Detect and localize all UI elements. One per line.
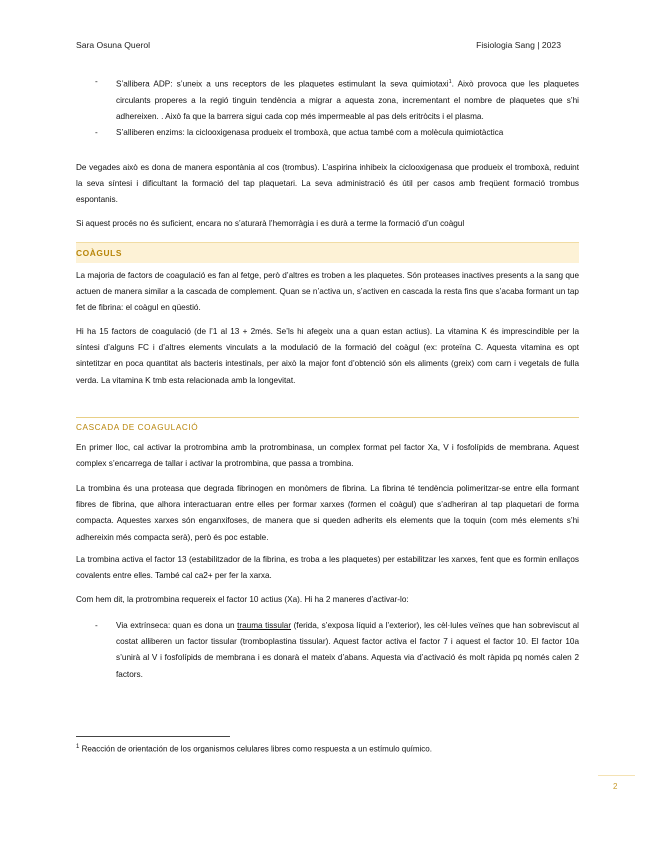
bullet-text: S’allibera ADP: s’uneix a uns receptors de les plaquetes estimulant la seva quimiotaxi bbox=[116, 79, 449, 89]
page-number: 2 bbox=[613, 782, 618, 791]
paragraph-aspirin: De vegades això es dona de manera espontània al cos (trombus). L’aspirina inhibeix la ciclooxigenasa que produeix el tromboxà, reduint la seva síntesi i dificultant la formació del tap plaquetari. La seva administració és útil per casos amb freqüent formació trombus espontanis. bbox=[76, 163, 579, 205]
footnote-mark: 1 bbox=[76, 744, 80, 750]
paragraph-hemorrhage: Si aquest procés no és suficient, encara no s’aturarà l’hemorràgia i es durà a terme la formació d’un coàgul bbox=[76, 219, 465, 228]
bullet-text: S’alliberen enzims: la ciclooxigenasa produeix el tromboxà, que actua també com a molècula quimiotàctica bbox=[116, 128, 504, 138]
paragraph-clotting-factors: La majoria de factors de coagulació es fan al fetge, però d’altres es troben a les plaquetes. Són proteases inactives presents a la sang que actuen de manera similar a la cascada de complement. Quan se n’activa un, s’activen en cascada la resta fins que s’acaba formant un tap fet de fibrina: el coàgul en qüestió. bbox=[76, 271, 579, 313]
section-heading: COÀGULS bbox=[76, 248, 123, 258]
top-bullet-list bbox=[76, 74, 579, 142]
bullet-text-tail: . Això provoca que les plaquetes circulants properes a la regió tinguin tendència a migrar a aquesta zona, incrementant el nombre de plaquetes que s’hi adhereixen. . Això fa que la barrera sigui cada cop més impermeable al pas dels eritròcits i el plasma. bbox=[116, 79, 579, 122]
bullet-dash: - bbox=[95, 77, 98, 86]
list-item bbox=[76, 125, 579, 141]
section-heading-box bbox=[76, 242, 579, 263]
paragraph-factor-13: La trombina activa el factor 13 (estabilitzador de la fibrina, es troba a les plaquetes) per estabilitzar les xarxes, fent que es formin enllaços covalents entre elles. També cal ca2+ per fer la xarxa. bbox=[76, 555, 579, 581]
bullet-dash: - bbox=[95, 621, 98, 630]
bullet-text-tail: (ferida, s’exposa líquid a l’exterior), les cèl·lules veïnes que han sobreviscut al costat alliberen un factor tissular (tromboplastina tissular). Aquest factor activa el factor 7 i aquest el factor 10. El factor 10a s’unirà al V i fosfolípids de membrana i es donarà el mateix d’abans. Aquesta via d’activació és molt ràpida pq només calen 2 factors. bbox=[116, 621, 579, 679]
bottom-bullet-list bbox=[76, 618, 579, 683]
list-item bbox=[76, 618, 579, 683]
underlined-term: trauma tissular bbox=[237, 621, 292, 630]
page-number-rule bbox=[598, 775, 635, 776]
footnote-separator bbox=[76, 736, 230, 737]
footnote bbox=[76, 744, 432, 754]
header-author: Sara Osuna Querol bbox=[76, 40, 151, 50]
section-divider bbox=[76, 417, 579, 418]
paragraph-thrombin: La trombina és una proteasa que degrada fibrinogen en monòmers de fibrina. La fibrina té tendència polimeritzar-se entre ella formant fibres de fibrina, que alhora interactuaran entre elles per formar xarxes (formen el coàgul) que s’adheriran al tap plaquetari de forma compacta. Aquestes xarxes són enganxifoses, de manera que si queden adherits els elements que la toquin (com més elements s’hi adhereixin més compacta serà), però és poc estable. bbox=[76, 484, 579, 542]
footnote-text: Reacción de orientación de los organismos celulares libres como respuesta a un estímulo químico. bbox=[81, 744, 432, 754]
paragraph-factor-10: Com hem dit, la protrombina requereix el factor 10 actius (Xa). Hi ha 2 maneres d’activar-lo: bbox=[76, 595, 409, 604]
header-course: Fisiologia Sang | 2023 bbox=[476, 40, 561, 50]
paragraph-vitamin-k: Hi ha 15 factors de coagulació (de l’1 al 13 + 2més. Se’ls hi afegeix una a quan estan actius). La vitamina K és imprescindible per la síntesi d’alguns FC i d’altres elements vinculats a la modulació de la formació del coàgul (ex: proteïna C. Aquesta vitamina es opt sintetitzar en poca quantitat als bacteris intestinals, per això la major font d’obtenció són els aliments (greix) com carn i vegetals de fulla verda. La vitamina K tmb esta relacionada amb la longevitat. bbox=[76, 327, 579, 385]
list-item bbox=[76, 74, 579, 125]
paragraph-prothrombin: En primer lloc, cal activar la protrombina amb la protrombinasa, un complex format pel factor Xa, V i fosfolípids de membrana. Aquest complex s’encarrega de tallar i activar la protrombina, que passa a trombina. bbox=[76, 443, 579, 469]
bullet-text: Via extrínseca: quan es dona un bbox=[116, 621, 238, 630]
bullet-dash: - bbox=[95, 128, 98, 138]
subsection-heading: CASCADA DE COAGULACIÓ bbox=[76, 423, 199, 432]
footnote-reference[interactable]: 1 bbox=[448, 79, 452, 85]
